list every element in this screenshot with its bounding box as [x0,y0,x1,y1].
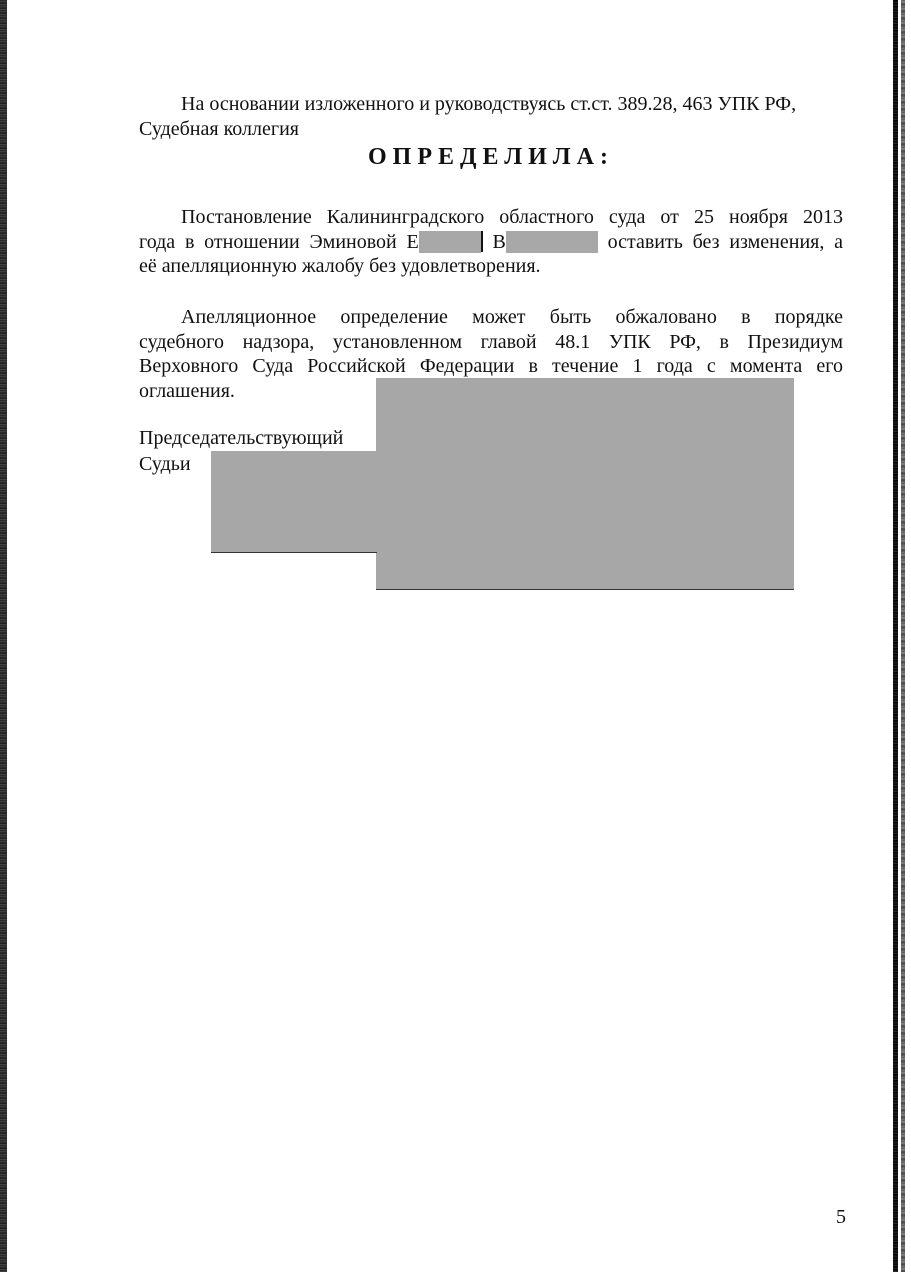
ruling-line-1: Постановление Калининградского областного суда от 25 ноября 2013 [181,206,843,228]
appeal-line-1: Апелляционное определение может быть обжаловано в порядке [181,306,843,328]
appeal-line-2: судебного надзора, установленном главой 48.1 УПК РФ, в Президиум [139,330,843,353]
presiding-judge-label: Председательствующий [139,427,344,449]
ruling-line-2-end: оставить без изменения, а [607,230,844,253]
ruling-line-2 [139,230,843,255]
page-number: 5 [836,1206,846,1228]
redaction-edge [481,231,483,252]
ruling-line-2-mid: В [492,230,506,253]
intro-line-1: На основании изложенного и руководствуясь ст.ст. 389.28, 463 УПК РФ, [181,93,797,115]
scan-edge-right-shadow [901,0,905,1272]
ruling-paragraph [139,205,843,279]
scan-edge-left [0,0,7,1272]
intro-line-2: Судебная коллегия [139,117,299,140]
judges-label: Судьи [139,453,191,475]
scan-edge-right [893,0,898,1272]
redacted-judges-block [211,451,377,553]
appeal-line-4: оглашения. [139,379,235,402]
ruling-line-3: её апелляционную жалобу без удовлетворения. [139,255,541,277]
redacted-first-name [419,231,481,253]
appeal-line-3: Верховного Суда Российской Федерации в течение 1 года с момента его [139,355,843,377]
ruling-line-2-start: года в отношении Эминовой Е [139,230,419,253]
redacted-patronymic [506,231,598,253]
ruling-heading: ОПРЕДЕЛИЛА: [368,144,614,170]
intro-paragraph [139,92,843,141]
redacted-signatures-block [376,378,794,590]
